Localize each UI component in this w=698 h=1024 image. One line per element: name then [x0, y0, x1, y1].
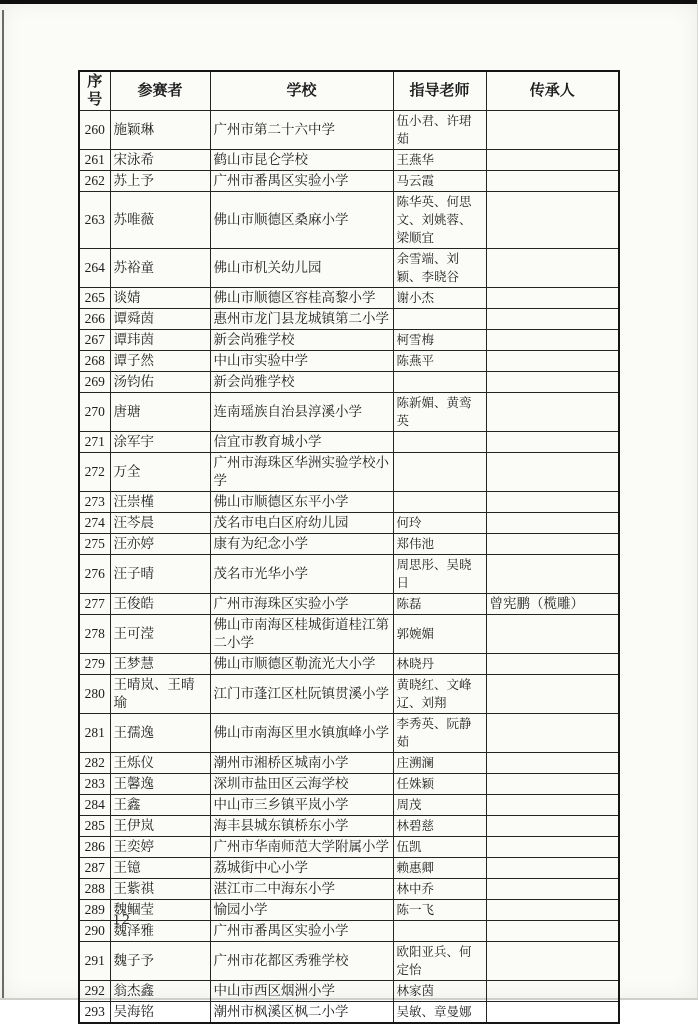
- row-number: 273: [79, 492, 110, 513]
- school-name: 广州市第二十六中学: [210, 111, 393, 150]
- table-row: [79, 249, 619, 288]
- school-name: 茂名市光华小学: [210, 555, 393, 594]
- row-number: 277: [79, 594, 110, 615]
- table-row: [79, 858, 619, 879]
- row-number: 276: [79, 555, 110, 594]
- table-row: [79, 654, 619, 675]
- school-name: 深圳市盐田区云海学校: [210, 774, 393, 795]
- participant-name: 王晴岚、王晴瑜: [110, 675, 210, 714]
- row-number: 283: [79, 774, 110, 795]
- row-number: 288: [79, 879, 110, 900]
- teachers: 陈新媚、黄鸾英: [393, 393, 486, 432]
- teachers: 余雪端、刘颖、李晓谷: [393, 249, 486, 288]
- inheritor: [486, 753, 619, 774]
- table-row: [79, 111, 619, 150]
- inheritor: [486, 837, 619, 858]
- participant-name: 王紫祺: [110, 879, 210, 900]
- table-row: [79, 816, 619, 837]
- row-number: 293: [79, 1002, 110, 1024]
- col-header-number: 序号: [79, 71, 110, 111]
- school-name: 康有为纪念小学: [210, 534, 393, 555]
- row-number: 292: [79, 981, 110, 1002]
- participant-name: 苏上予: [110, 171, 210, 192]
- teachers: 周思彤、吴晓日: [393, 555, 486, 594]
- participants-table: [78, 70, 620, 1024]
- table-row: [79, 837, 619, 858]
- row-number: 271: [79, 432, 110, 453]
- school-name: 中山市西区烟洲小学: [210, 981, 393, 1002]
- participant-name: 涂军宇: [110, 432, 210, 453]
- row-number: 272: [79, 453, 110, 492]
- row-number: 262: [79, 171, 110, 192]
- participant-name: 翁杰鑫: [110, 981, 210, 1002]
- inheritor: [486, 921, 619, 942]
- teachers: 陈一飞: [393, 900, 486, 921]
- table-row: [79, 942, 619, 981]
- inheritor: [486, 1002, 619, 1024]
- inheritor: [486, 372, 619, 393]
- page-number: - 12 -: [100, 912, 145, 928]
- participant-name: 宋泳希: [110, 150, 210, 171]
- school-name: 佛山市顺德区勒流光大小学: [210, 654, 393, 675]
- participant-name: 汪亦婷: [110, 534, 210, 555]
- participant-name: 王镱: [110, 858, 210, 879]
- participant-name: 王鑫: [110, 795, 210, 816]
- school-name: 江门市蓬江区杜阮镇贯溪小学: [210, 675, 393, 714]
- participant-name: 万全: [110, 453, 210, 492]
- inheritor: [486, 351, 619, 372]
- table-row: [79, 615, 619, 654]
- school-name: 海丰县城东镇桥东小学: [210, 816, 393, 837]
- table-row: [79, 534, 619, 555]
- row-number: 268: [79, 351, 110, 372]
- teachers: 吴敏、章曼娜: [393, 1002, 486, 1024]
- inheritor: 曾宪鹏（榄雕）: [486, 594, 619, 615]
- teachers: 林晓丹: [393, 654, 486, 675]
- inheritor: [486, 981, 619, 1002]
- table-row: [79, 309, 619, 330]
- inheritor: [486, 858, 619, 879]
- row-number: 274: [79, 513, 110, 534]
- teachers: 王燕华: [393, 150, 486, 171]
- inheritor: [486, 816, 619, 837]
- participant-name: 吴海铭: [110, 1002, 210, 1024]
- school-name: 连南瑶族自治县淳溪小学: [210, 393, 393, 432]
- school-name: 佛山市顺德区东平小学: [210, 492, 393, 513]
- table-row: [79, 555, 619, 594]
- col-header-school: 学校: [210, 71, 393, 111]
- row-number: 266: [79, 309, 110, 330]
- teachers: 柯雪梅: [393, 330, 486, 351]
- teachers: [393, 492, 486, 513]
- teachers: 谢小杰: [393, 288, 486, 309]
- row-number: 284: [79, 795, 110, 816]
- inheritor: [486, 534, 619, 555]
- teachers: 陈磊: [393, 594, 486, 615]
- school-name: 潮州市湘桥区城南小学: [210, 753, 393, 774]
- participant-name: 王烁仪: [110, 753, 210, 774]
- table-row: [79, 330, 619, 351]
- school-name: 广州市番禺区实验小学: [210, 171, 393, 192]
- inheritor: [486, 942, 619, 981]
- teachers: 林碧慈: [393, 816, 486, 837]
- inheritor: [486, 309, 619, 330]
- school-name: 广州市海珠区华洲实验学校小学: [210, 453, 393, 492]
- participant-name: 汪崇槿: [110, 492, 210, 513]
- school-name: 信宜市教育城小学: [210, 432, 393, 453]
- teachers: [393, 372, 486, 393]
- participant-name: 苏裕童: [110, 249, 210, 288]
- teachers: 任姝颖: [393, 774, 486, 795]
- school-name: 湛江市二中海东小学: [210, 879, 393, 900]
- inheritor: [486, 393, 619, 432]
- inheritor: [486, 453, 619, 492]
- teachers: 郑伟池: [393, 534, 486, 555]
- school-name: 佛山市顺德区容桂高黎小学: [210, 288, 393, 309]
- school-name: 荔城街中心小学: [210, 858, 393, 879]
- school-name: 广州市海珠区实验小学: [210, 594, 393, 615]
- row-number: 261: [79, 150, 110, 171]
- inheritor: [486, 171, 619, 192]
- inheritor: [486, 879, 619, 900]
- scan-edge-left: [2, 10, 4, 1000]
- table-row: [79, 192, 619, 249]
- participant-name: 王可滢: [110, 615, 210, 654]
- table-row: [79, 675, 619, 714]
- school-name: 惠州市龙门县龙城镇第二小学: [210, 309, 393, 330]
- inheritor: [486, 675, 619, 714]
- teachers: 何玲: [393, 513, 486, 534]
- table-header-row: [79, 71, 619, 111]
- school-name: 愉园小学: [210, 900, 393, 921]
- row-number: 260: [79, 111, 110, 150]
- inheritor: [486, 192, 619, 249]
- participant-name: 魏子予: [110, 942, 210, 981]
- participant-name: 王梦慧: [110, 654, 210, 675]
- participant-name: 王俊皓: [110, 594, 210, 615]
- teachers: [393, 432, 486, 453]
- teachers: 周茂: [393, 795, 486, 816]
- teachers: 黄晓红、文峰辽、刘翔: [393, 675, 486, 714]
- table-row: [79, 795, 619, 816]
- teachers: 伍小君、许珺茹: [393, 111, 486, 150]
- table-row: [79, 1002, 619, 1024]
- inheritor: [486, 432, 619, 453]
- participant-name: 谭舜茵: [110, 309, 210, 330]
- inheritor: [486, 513, 619, 534]
- inheritor: [486, 774, 619, 795]
- school-name: 佛山市机关幼儿园: [210, 249, 393, 288]
- table-row: [79, 714, 619, 753]
- school-name: 佛山市顺德区桑麻小学: [210, 192, 393, 249]
- row-number: 265: [79, 288, 110, 309]
- row-number: 290: [79, 921, 110, 942]
- inheritor: [486, 249, 619, 288]
- participant-name: 谈婧: [110, 288, 210, 309]
- row-number: 263: [79, 192, 110, 249]
- participant-name: 谭玮茵: [110, 330, 210, 351]
- table-row: [79, 513, 619, 534]
- inheritor: [486, 111, 619, 150]
- inheritor: [486, 288, 619, 309]
- school-name: 鹤山市昆仑学校: [210, 150, 393, 171]
- table-row: [79, 171, 619, 192]
- inheritor: [486, 330, 619, 351]
- row-number: 264: [79, 249, 110, 288]
- teachers: 马云霞: [393, 171, 486, 192]
- table-row: [79, 921, 619, 942]
- teachers: 林中乔: [393, 879, 486, 900]
- participant-name: 王伊岚: [110, 816, 210, 837]
- row-number: 287: [79, 858, 110, 879]
- teachers: 李秀英、阮静茹: [393, 714, 486, 753]
- row-number: 285: [79, 816, 110, 837]
- row-number: 275: [79, 534, 110, 555]
- school-name: 广州市花都区秀雅学校: [210, 942, 393, 981]
- row-number: 270: [79, 393, 110, 432]
- school-name: 中山市实验中学: [210, 351, 393, 372]
- school-name: 佛山市南海区里水镇旗峰小学: [210, 714, 393, 753]
- table-row: [79, 981, 619, 1002]
- teachers: 庄溯澜: [393, 753, 486, 774]
- participant-name: 王孺逸: [110, 714, 210, 753]
- col-header-participant: 参赛者: [110, 71, 210, 111]
- teachers: 欧阳亚兵、何定怡: [393, 942, 486, 981]
- inheritor: [486, 492, 619, 513]
- table-row: [79, 150, 619, 171]
- inheritor: [486, 795, 619, 816]
- participant-name: 苏唯薇: [110, 192, 210, 249]
- school-name: 潮州市枫溪区枫二小学: [210, 1002, 393, 1024]
- row-number: 291: [79, 942, 110, 981]
- school-name: 佛山市南海区桂城街道桂江第二小学: [210, 615, 393, 654]
- teachers: [393, 921, 486, 942]
- participant-name: 魏泽雅: [110, 921, 210, 942]
- teachers: 赖惠卿: [393, 858, 486, 879]
- inheritor: [486, 615, 619, 654]
- teachers: 林家茵: [393, 981, 486, 1002]
- table-row: [79, 372, 619, 393]
- inheritor: [486, 555, 619, 594]
- col-header-teachers: 指导老师: [393, 71, 486, 111]
- table-row: [79, 594, 619, 615]
- inheritor: [486, 654, 619, 675]
- school-name: 茂名市电白区府幼儿园: [210, 513, 393, 534]
- school-name: 广州市番禺区实验小学: [210, 921, 393, 942]
- school-name: 新会尚雅学校: [210, 372, 393, 393]
- table-row: [79, 453, 619, 492]
- table-row: [79, 492, 619, 513]
- participant-name: 王馨逸: [110, 774, 210, 795]
- scan-edge-top: [0, 0, 698, 4]
- table-row: [79, 879, 619, 900]
- table-row: [79, 351, 619, 372]
- teachers: 陈燕平: [393, 351, 486, 372]
- table-row: [79, 900, 619, 921]
- row-number: 281: [79, 714, 110, 753]
- participant-name: 汤钧佑: [110, 372, 210, 393]
- table-row: [79, 774, 619, 795]
- row-number: 280: [79, 675, 110, 714]
- school-name: 中山市三乡镇平岚小学: [210, 795, 393, 816]
- row-number: 267: [79, 330, 110, 351]
- participant-name: 魏鲴莹: [110, 900, 210, 921]
- row-number: 278: [79, 615, 110, 654]
- school-name: 广州市华南师范大学附属小学: [210, 837, 393, 858]
- participant-name: 唐瑭: [110, 393, 210, 432]
- row-number: 279: [79, 654, 110, 675]
- inheritor: [486, 714, 619, 753]
- participant-name: 王奕婷: [110, 837, 210, 858]
- row-number: 282: [79, 753, 110, 774]
- table-row: [79, 432, 619, 453]
- participant-name: 谭子然: [110, 351, 210, 372]
- teachers: 陈华英、何思文、刘姚蓉、梁顺宜: [393, 192, 486, 249]
- participant-name: 汪芩晨: [110, 513, 210, 534]
- table-row: [79, 753, 619, 774]
- participant-name: 施颖琳: [110, 111, 210, 150]
- inheritor: [486, 150, 619, 171]
- table-row: [79, 288, 619, 309]
- teachers: 伍凯: [393, 837, 486, 858]
- row-number: 269: [79, 372, 110, 393]
- teachers: [393, 453, 486, 492]
- row-number: 286: [79, 837, 110, 858]
- teachers: [393, 309, 486, 330]
- col-header-inheritor: 传承人: [486, 71, 619, 111]
- participant-name: 汪子晴: [110, 555, 210, 594]
- row-number: 289: [79, 900, 110, 921]
- school-name: 新会尚雅学校: [210, 330, 393, 351]
- table-row: [79, 393, 619, 432]
- teachers: 郭婉媚: [393, 615, 486, 654]
- inheritor: [486, 900, 619, 921]
